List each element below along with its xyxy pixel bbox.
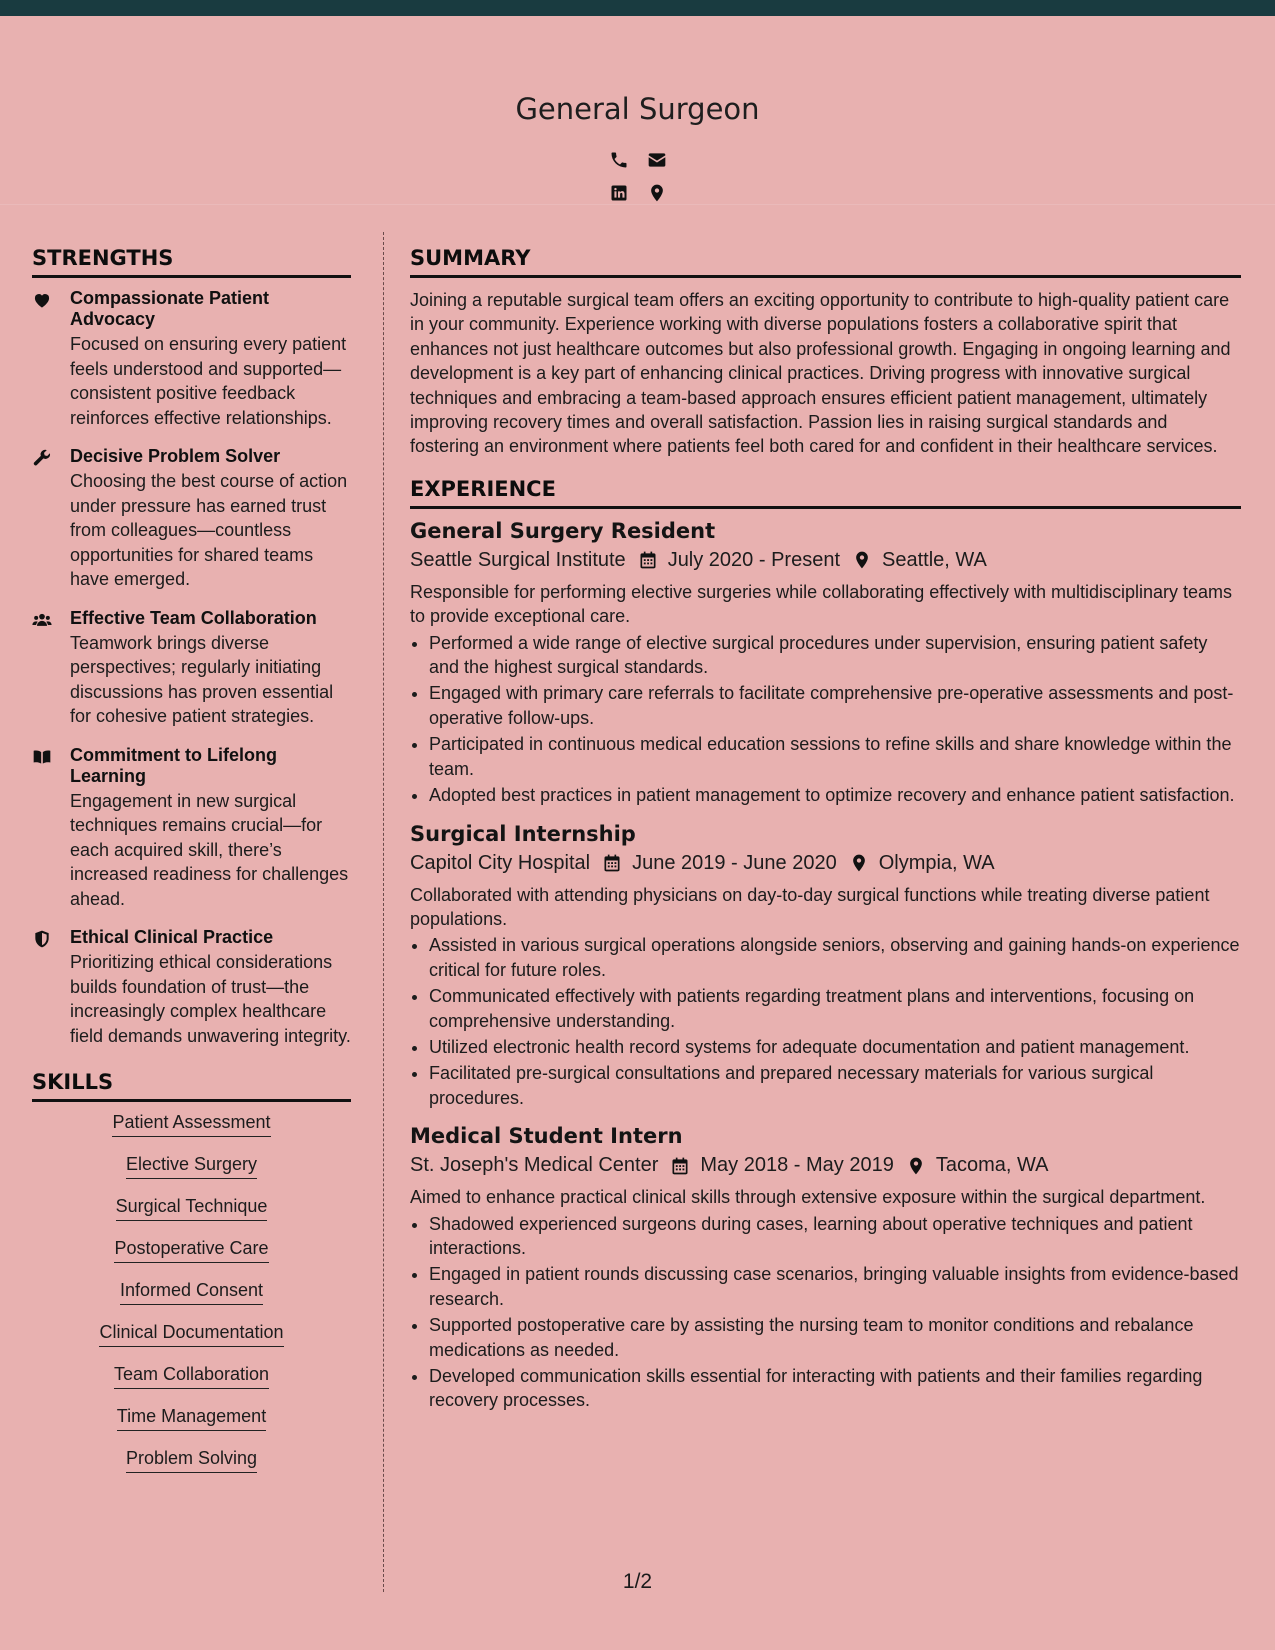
map-marker-icon	[852, 550, 872, 570]
list-item: • Participated in continuous medical education sessions to refine skills and share knowledge within the team.	[429, 732, 1241, 781]
strength-item	[32, 288, 351, 430]
strength-item	[32, 927, 351, 1048]
strength-title: Decisive Problem Solver	[70, 446, 281, 466]
experience-heading: EXPERIENCE	[410, 477, 1241, 509]
list-item: • Facilitated pre-surgical consultations and prepared necessary materials for various surgical procedures.	[429, 1061, 1241, 1110]
strength-item	[32, 608, 351, 729]
job-meta	[410, 549, 1241, 572]
list-item: • Utilized electronic health record systems for adequate documentation and patient management.	[429, 1035, 1241, 1059]
strength-description: Focused on ensuring every patient feels understood and supported—consistent positive feedback reinforces effective relationships.	[70, 334, 347, 428]
list-item: • Assisted in various surgical operations alongside seniors, observing and gaining hands-on experience critical for future roles.	[429, 933, 1241, 982]
list-item: • Developed communication skills essential for interacting with patients and their families regarding recovery processes.	[429, 1364, 1241, 1413]
skill-tag: Elective Surgery	[126, 1154, 257, 1179]
list-item: • Adopted best practices in patient management to optimize recovery and enhance patient satisfaction.	[429, 783, 1241, 807]
job-bullets	[410, 1212, 1241, 1413]
strength-description: Engagement in new surgical techniques remains crucial—for each acquired skill, there’s increased readiness for challenges ahead.	[70, 790, 349, 909]
job-meta	[410, 852, 1241, 875]
job-location: Tacoma, WA	[935, 1154, 1049, 1177]
top-accent-bar	[0, 0, 1275, 16]
strength-item	[32, 745, 351, 912]
strength-title: Compassionate Patient Advocacy	[70, 288, 270, 329]
map-marker-icon	[849, 853, 869, 873]
right-column	[410, 232, 1241, 1427]
wrench-icon	[32, 446, 70, 592]
job-dates: May 2018 - May 2019	[700, 1154, 894, 1177]
candidate-name: General Surgeon	[515, 92, 760, 126]
phone-icon[interactable]	[609, 150, 629, 170]
skill-tag: Postoperative Care	[114, 1238, 268, 1263]
skills-heading: SKILLS	[32, 1070, 351, 1102]
map-marker-icon	[906, 1156, 926, 1176]
job-title: General Surgery Resident	[410, 518, 716, 543]
job-description: Collaborated with attending physicians on day-to-day surgical functions while treating diverse patient populations.	[410, 884, 1210, 929]
job-location: Seattle, WA	[882, 548, 987, 571]
envelope-icon[interactable]	[647, 150, 667, 170]
list-item: • Engaged with primary care referrals to facilitate comprehensive pre-operative assessments and post-operative follow-ups.	[429, 681, 1241, 730]
strength-description: Prioritizing ethical considerations builds foundation of trust—the increasingly complex healthcare field demands unwavering integrity.	[70, 952, 351, 1046]
list-item: • Communicated effectively with patients regarding treatment plans and interventions, focusing on comprehensive understanding.	[429, 984, 1241, 1033]
left-column	[32, 232, 351, 1490]
job-entry	[410, 822, 1241, 1111]
contact-row-1	[0, 150, 1275, 170]
skill-tag: Clinical Documentation	[99, 1322, 283, 1347]
company-name: St. Joseph's Medical Center	[410, 1154, 659, 1177]
skills-list	[32, 1112, 351, 1473]
company-name: Seattle Surgical Institute	[410, 548, 626, 571]
skill-tag: Team Collaboration	[114, 1364, 269, 1389]
company-name: Capitol City Hospital	[410, 851, 591, 874]
skill-tag: Time Management	[117, 1406, 266, 1431]
users-icon	[32, 608, 70, 729]
job-dates: June 2019 - June 2020	[632, 851, 837, 874]
strength-title: Ethical Clinical Practice	[70, 927, 274, 947]
column-divider	[383, 232, 384, 1592]
job-bullets	[410, 631, 1241, 808]
job-title: Surgical Internship	[410, 821, 636, 846]
page-number: 1/2	[622, 1570, 653, 1593]
strength-title: Effective Team Collaboration	[70, 607, 317, 628]
book-icon	[32, 745, 70, 912]
list-item: • Shadowed experienced surgeons during cases, learning about operative techniques and patient interactions.	[429, 1212, 1241, 1261]
job-entry	[410, 519, 1241, 808]
skill-tag: Problem Solving	[126, 1448, 257, 1473]
calendar-icon	[670, 1156, 690, 1176]
list-item: • Engaged in patient rounds discussing case scenarios, bringing valuable insights from evidence-based research.	[429, 1262, 1241, 1311]
job-description: Aimed to enhance practical clinical skills through extensive exposure within the surgical department.	[410, 1187, 1206, 1208]
skill-tag: Informed Consent	[120, 1280, 263, 1305]
strengths-heading: STRENGTHS	[32, 246, 351, 278]
map-marker-icon[interactable]	[647, 183, 667, 203]
calendar-icon	[638, 550, 658, 570]
summary-text: Joining a reputable surgical team offers an exciting opportunity to contribute to high-quality patient care in your community. Experience working with diverse populations fosters a collaborative spirit that enhances not just healthcare outcomes but also professional growth. Engaging in ongoing learning and development is a key part of enhancing clinical practices. Driving progress with innovative surgical techniques and embracing a team-based approach ensures efficient patient management, ultimately improving recovery times and overall satisfaction. Passion lies in raising surgical standards and fostering an environment where patients feel both cared for and confident in their healthcare services.	[410, 290, 1231, 457]
shield-icon	[32, 927, 70, 1048]
strength-item	[32, 446, 351, 592]
resume-header	[0, 16, 1275, 205]
job-meta	[410, 1154, 1241, 1177]
job-description: Responsible for performing elective surgeries while collaborating effectively with multidisciplinary teams to provide exceptional care.	[410, 581, 1233, 627]
job-entry	[410, 1124, 1241, 1413]
strength-title: Commitment to Lifelong Learning	[70, 744, 277, 786]
skill-tag: Patient Assessment	[112, 1112, 270, 1137]
strength-description: Teamwork brings diverse perspectives; regularly initiating discussions has proven essential for cohesive patient strategies.	[70, 632, 334, 726]
summary-heading: SUMMARY	[410, 246, 1241, 278]
strength-description: Choosing the best course of action under pressure has earned trust from colleagues—countless opportunities for shared teams have emerged.	[70, 471, 348, 589]
job-dates: July 2020 - Present	[667, 548, 841, 571]
skill-tag: Surgical Technique	[116, 1196, 268, 1221]
linkedin-icon[interactable]	[609, 183, 629, 203]
calendar-icon	[602, 853, 622, 873]
job-title: Medical Student Intern	[410, 1124, 683, 1149]
list-item: • Supported postoperative care by assisting the nursing team to monitor conditions and rebalance medications as needed.	[429, 1313, 1241, 1362]
heart-icon	[32, 288, 70, 430]
job-bullets	[410, 933, 1241, 1110]
list-item: • Performed a wide range of elective surgical procedures under supervision, ensuring patient safety and the highest surgical standards.	[429, 631, 1241, 680]
job-location: Olympia, WA	[878, 851, 995, 874]
contact-row-2	[0, 183, 1275, 203]
